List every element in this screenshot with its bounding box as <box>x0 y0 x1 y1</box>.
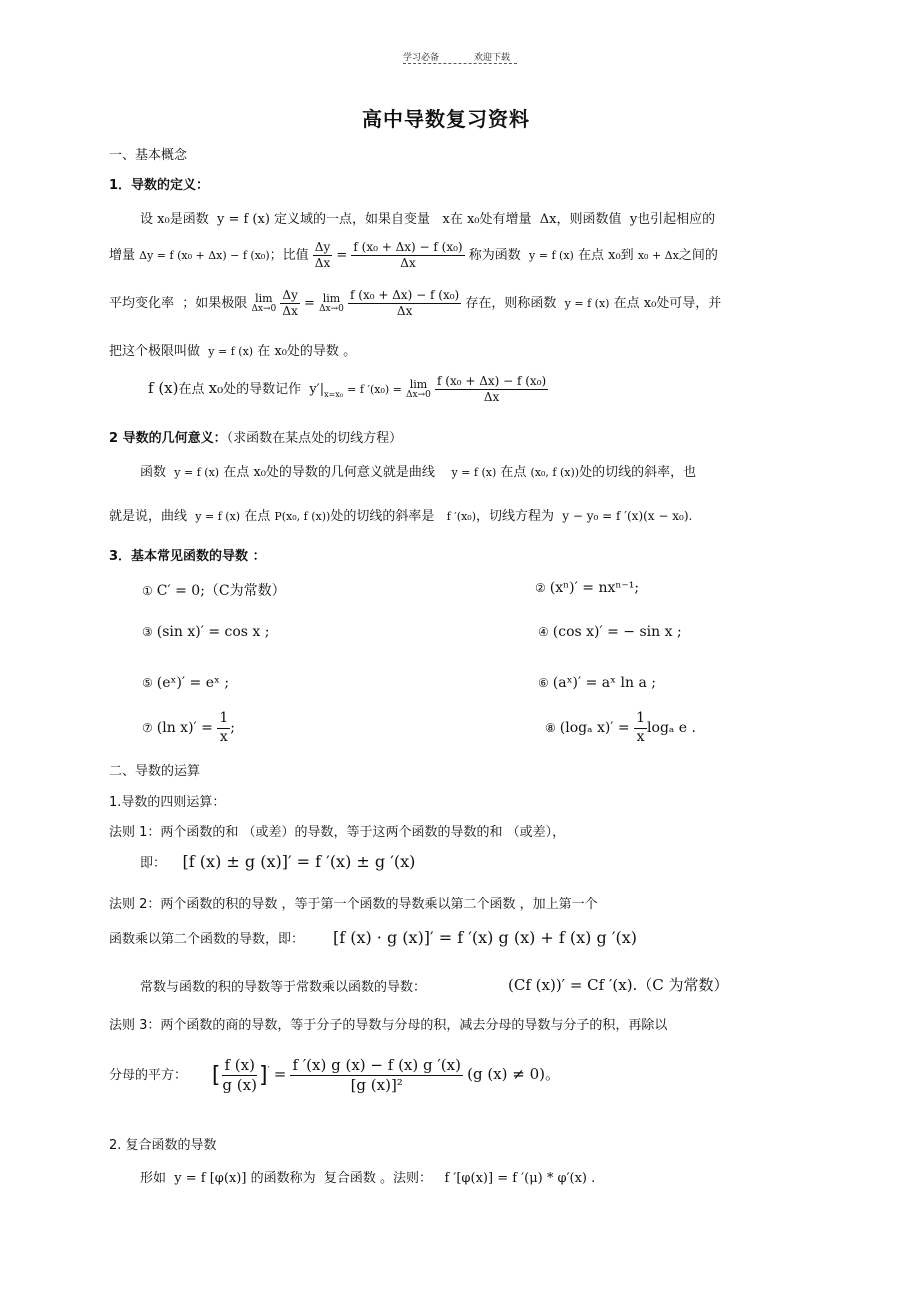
formula-8: ⑧ (logₐ x)′ = $\frac{1}{x}$ logₐ e . <box>545 710 696 745</box>
definition-line-4: 把这个极限叫做 y = f (x) 在 x₀处的导数 。 <box>109 344 357 359</box>
section-heading-2: 二、导数的运算 <box>109 764 201 779</box>
constant-multiple-text: 常数与函数的积的导数等于常数乘以函数的导数： <box>140 980 427 995</box>
definition-line-2: 增量 Δy = f (x₀ + Δx) − f (x₀)；比值 $\frac{\Delta y}{\Delta x}$ = $\frac{\text{f (x₀ + Δx) − f (x₀)}}{\Delta x}$ 称为函数 y = f (x) 在点 x₀到 x₀ + Δx之间的 <box>109 240 718 270</box>
formula-3: ③ (sin x)′ = cos x ; <box>142 624 270 640</box>
definition-line-1: 设 x₀是函数 y = f (x) 定义域的一点，如果自变量 x在 x₀处有增量 Δx，则函数值 y也引起相应的 <box>140 212 716 227</box>
geometric-meaning-line-1: 函数 y = f (x) 在点 x₀处的导数的几何意义就是曲线 y = f (x) 在点 (x₀, f (x))处的切线的斜率，也 <box>140 465 697 480</box>
header-right: 欢迎下载 <box>474 53 511 63</box>
header-left: 学习必备 <box>403 53 440 63</box>
derivative-notation-line: f (x)在点 x₀处的导数记作 $y'|_{x=x_0} = f$ ′(x₀) = lim Δx→0 $\frac{\text{f (x₀ + Δx) − f (x₀)}}{\Delta x}$ <box>148 374 547 404</box>
rule-2-formula-line: 函数乘以第二个函数的导数，即： [f (x) · g (x)]′ = f ′(x) g (x) + f (x) g ′(x) <box>109 928 637 947</box>
rule-2-text: 法则 2：两个函数的积的导数 ，等于第一个函数的导数乘以第二个函数 ，加上第一个 <box>109 897 598 912</box>
delta-ratio-fraction: $\frac{\Delta y}{\Delta x}$ <box>314 240 331 270</box>
subsection-1-2: 2 导数的几何意义：（求函数在某点处的切线方程） <box>109 431 403 446</box>
header-divider <box>403 63 517 64</box>
rule-3-formula-line: 分母的平方： [ $\frac{f (x)}{g (x)}$ ]′ = $\frac{f '(x) g (x) - f (x) g '(x)}{\text{[g (x)]²}}$ (g (x) ≠ 0)。 <box>109 1056 560 1094</box>
formula-2: ② (xⁿ)′ = nxⁿ⁻¹; <box>535 580 640 596</box>
rule-1-text: 法则 1：两个函数的和 （或差）的导数，等于这两个函数的导数的和 （或差）， <box>109 825 566 840</box>
subsection-1-1: 1．导数的定义： <box>109 178 210 193</box>
rule-1-formula-line: 即： [f (x) ± g (x)]′ = f ′(x) ± g ′(x) <box>140 852 416 871</box>
subsection-1-3: 3．基本常见函数的导数 ： <box>109 549 266 564</box>
formula-6: ⑥ (aˣ)′ = aˣ ln a ; <box>538 675 656 691</box>
limit-operator: lim Δx→0 <box>251 291 277 314</box>
rule-3-text: 法则 3：两个函数的商的导数，等于分子的导数与分母的积，减去分母的导数与分子的积，再除以 <box>109 1018 668 1033</box>
formula-4: ④ (cos x)′ = − sin x ; <box>538 624 682 640</box>
formula-5: ⑤ (eˣ)′ = eˣ ; <box>142 675 230 691</box>
section-heading-1: 一、基本概念 <box>109 148 188 163</box>
formula-7: ⑦ (ln x)′ = $\frac{1}{x}$ ; <box>142 710 235 745</box>
page-title: 高中导数复习资料 <box>362 107 530 131</box>
difference-quotient-fraction: $\frac{\text{f (x₀ + Δx) − f (x₀)}}{\Delta x}$ <box>353 240 463 270</box>
subsection-2-1: 1.导数的四则运算： <box>109 795 226 810</box>
subsection-2-2: 2. 复合函数的导数 <box>109 1138 217 1153</box>
formula-1: ① C′ = 0;（C为常数） <box>142 583 286 599</box>
geometric-meaning-line-2: 就是说，曲线 y = f (x) 在点 P(x₀, f (x))处的切线的斜率是 f ′(x₀)，切线方程为 y − y₀ = f ′(x)(x − x₀). <box>109 509 693 524</box>
definition-line-3: 平均变化率 ；如果极限 lim Δx→0 $\frac{\Delta y}{\Delta x}$ = lim Δx→0 $\frac{\text{f (x₀ + Δx) − f (x₀)}}{\Delta x}$ 存在，则称函数 y = f (x) 在点 x₀处可导，并 <box>109 288 722 318</box>
composite-function-line: 形如 y = f [φ(x)] 的函数称为 复合函数 。法则： f ′[φ(x)] = f ′(μ) * φ′(x) . <box>140 1171 596 1186</box>
constant-multiple-formula: (Cf (x))′ = Cf ′(x).（C 为常数） <box>508 976 729 994</box>
